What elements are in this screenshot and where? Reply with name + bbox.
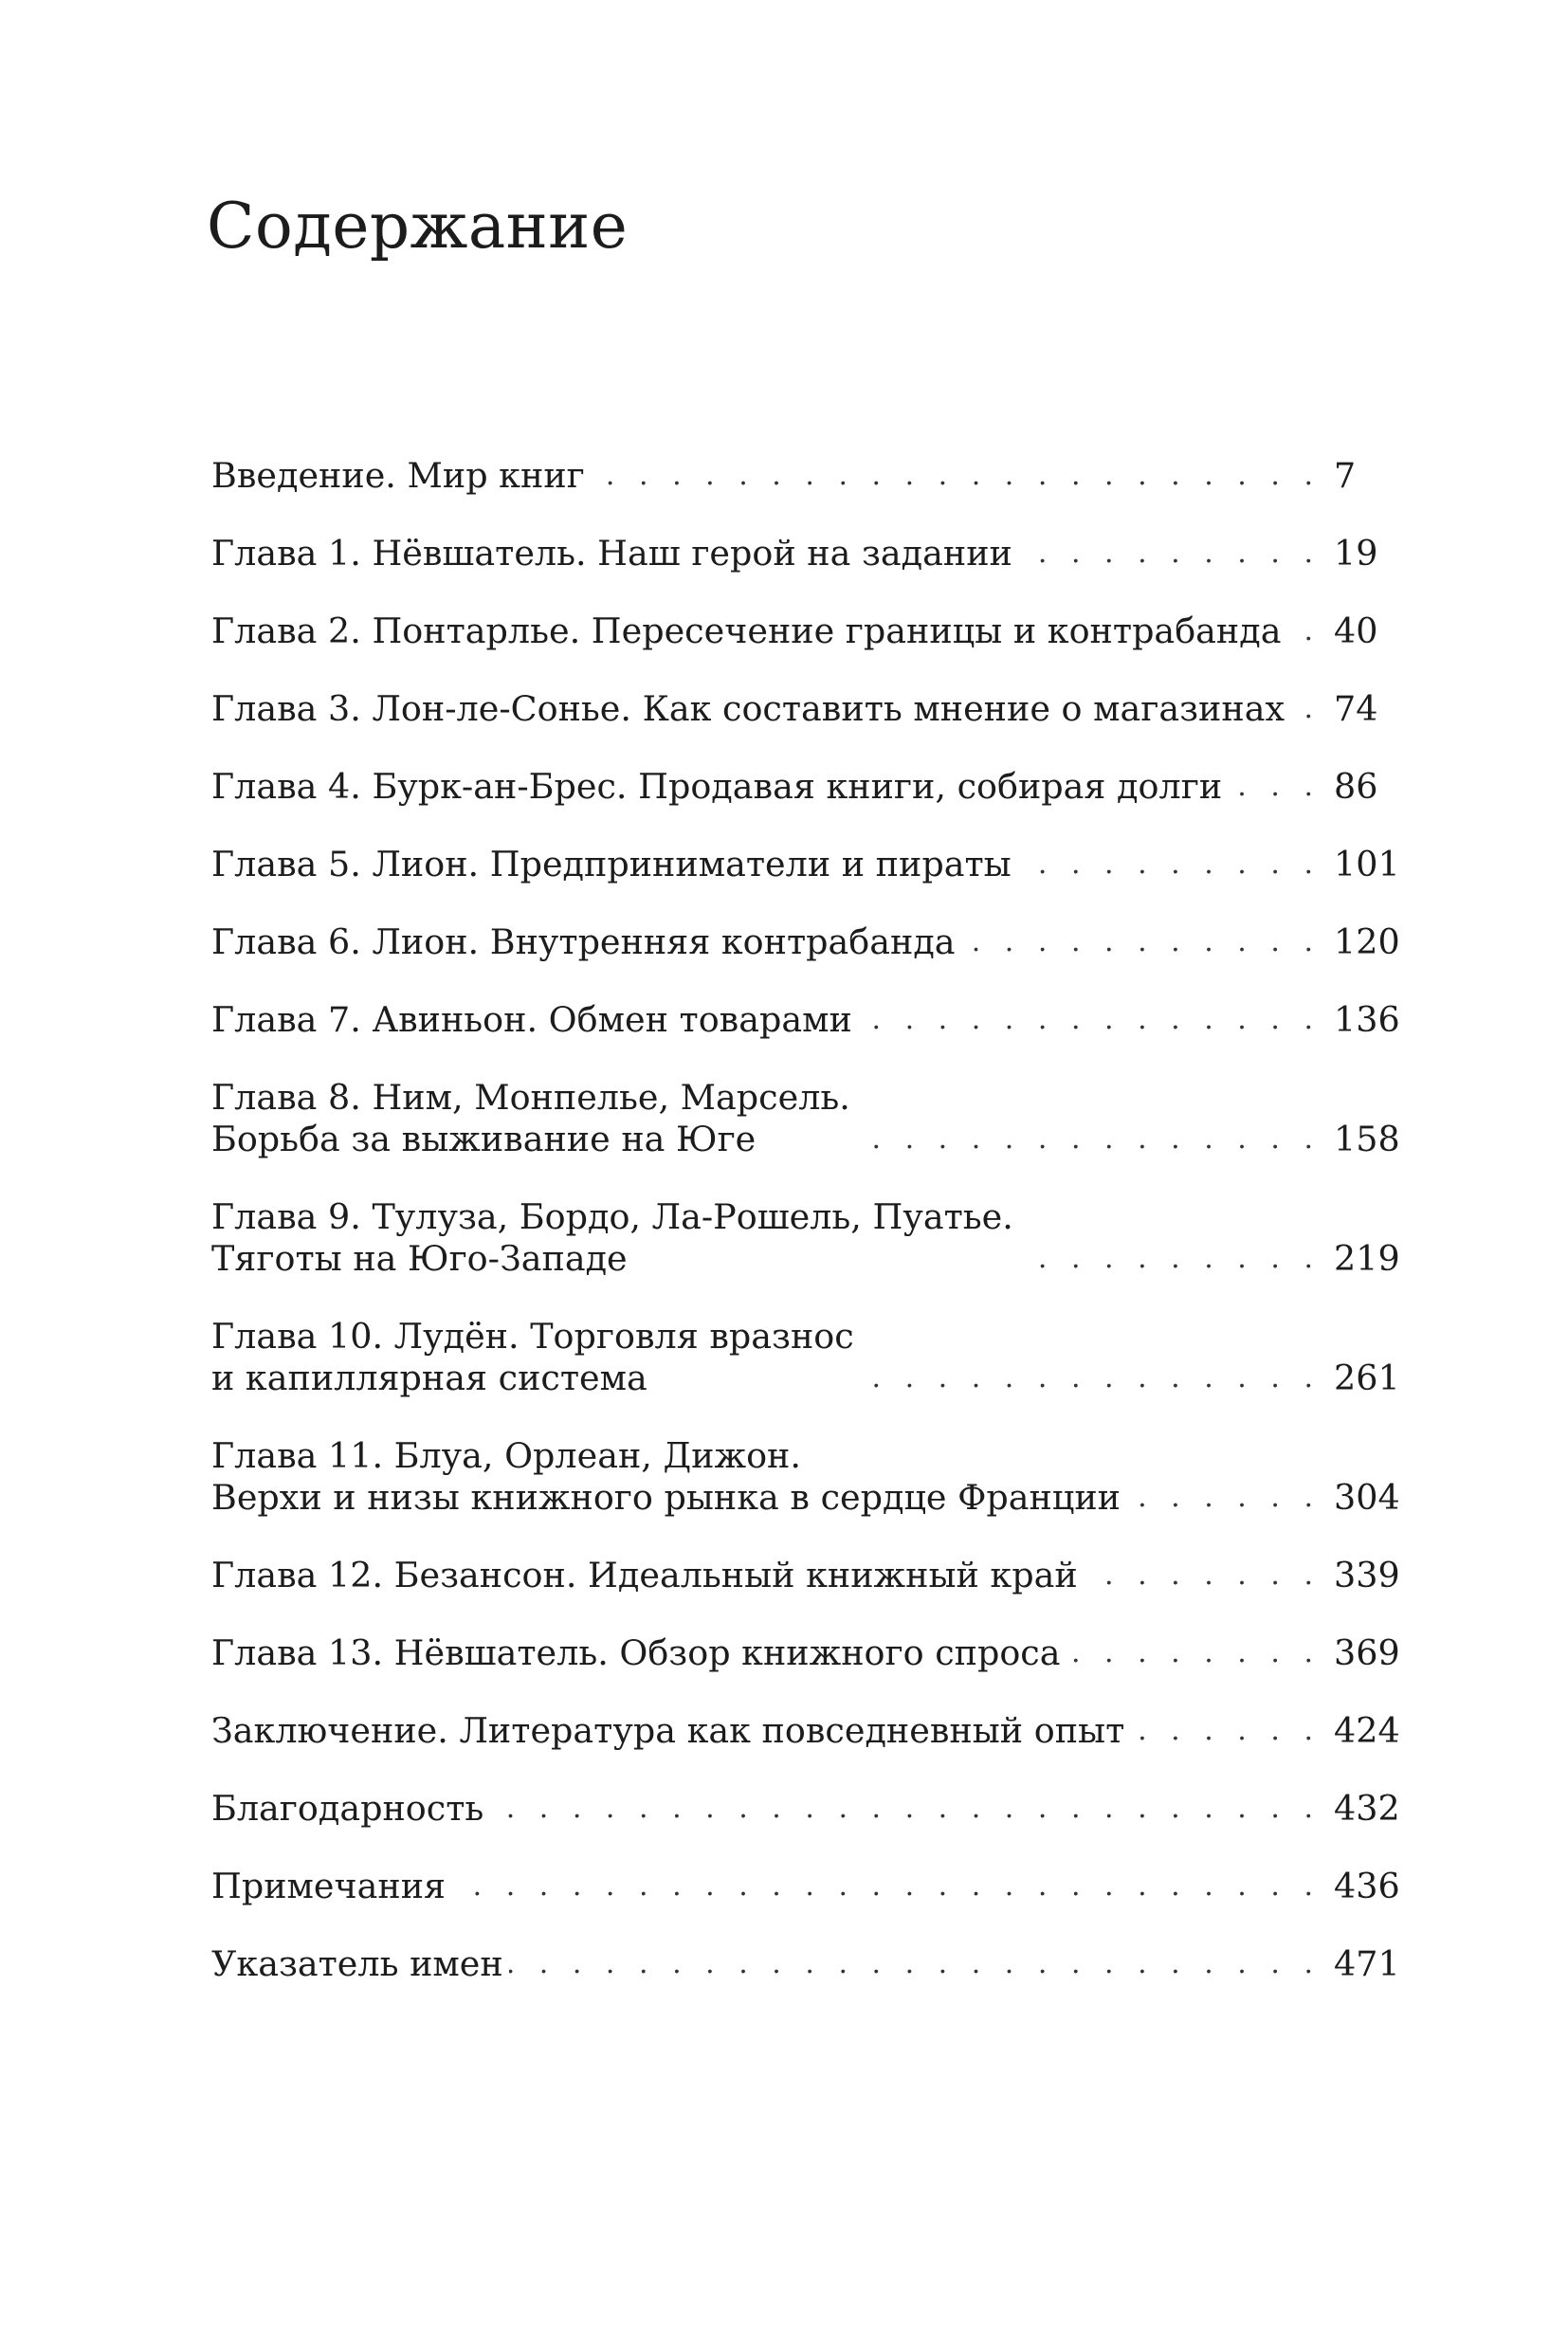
dot-leader <box>1084 1555 1321 1596</box>
dot-leader <box>591 455 1321 497</box>
toc-entry-title <box>211 1632 1061 1674</box>
toc-entry-title-line: Благодарность <box>211 1788 484 1829</box>
toc-entry <box>211 1632 1400 1674</box>
toc-entry <box>211 1555 1400 1596</box>
toc-entry-title <box>211 1196 1013 1280</box>
toc-page-number: 471 <box>1334 1943 1400 1984</box>
toc-page-number: 136 <box>1334 999 1400 1040</box>
dot-leader <box>1018 533 1321 574</box>
dot-leader <box>1126 1477 1321 1519</box>
dot-leader <box>856 1119 1321 1160</box>
toc-entry-title <box>211 1555 1078 1596</box>
toc-entry-title-line: Указатель имен <box>211 1943 503 1984</box>
toc-page-number: 120 <box>1334 921 1400 962</box>
toc-entry-title-line: Глава 3. Лон-ле-Сонье. Как составить мнение о магазинах <box>211 688 1285 729</box>
toc-entry <box>211 1710 1400 1752</box>
toc-page-number: 19 <box>1334 533 1378 574</box>
dot-leader <box>961 921 1321 963</box>
toc-entry-title-line: Глава 9. Тулуза, Бордо, Ла-Рошель, Пуатье. <box>211 1196 1013 1237</box>
dot-leader <box>509 1943 1321 1985</box>
toc-entry-title <box>211 1077 850 1160</box>
toc-entry <box>211 1435 1400 1519</box>
toc-page-number: 432 <box>1334 1788 1400 1829</box>
dot-leader <box>1130 1710 1321 1752</box>
toc-entry-title-line: Глава 11. Блуа, Орлеан, Дижон. <box>211 1435 801 1476</box>
toc-entry-title-line: Глава 12. Безансон. Идеальный книжный край <box>211 1555 1078 1595</box>
toc-entry-title-line: и капиллярная система <box>211 1358 647 1398</box>
toc-entry <box>211 1077 1400 1160</box>
toc-entry-title <box>211 1788 483 1830</box>
toc-page-number: 436 <box>1334 1866 1400 1906</box>
toc-page-number: 369 <box>1334 1632 1400 1673</box>
toc-entry-title-line: Глава 2. Понтарлье. Пересечение границы и контрабанда <box>211 611 1282 651</box>
toc-entry <box>211 688 1387 730</box>
toc-entry-title-line: Верхи и низы книжного рынка в сердце Франции <box>211 1477 1121 1518</box>
toc-entry-title <box>211 533 1012 574</box>
toc-entry-title-line: Введение. Мир книг <box>211 455 585 496</box>
toc-entry-title <box>211 844 1012 885</box>
toc-entry-title-line: Тяготы на Юго-Западе <box>211 1238 628 1279</box>
toc-entry-title <box>211 1710 1124 1752</box>
toc-entry-title-line: Глава 10. Лудён. Торговля вразнос <box>211 1316 854 1357</box>
toc-entry <box>211 1316 1400 1399</box>
toc-entry <box>211 999 1400 1041</box>
toc-entry <box>211 921 1400 963</box>
toc-entry-title-line: Глава 6. Лион. Внутренняя контрабанда <box>211 921 956 962</box>
table-of-contents <box>211 455 1400 2021</box>
dot-leader <box>1019 1238 1321 1280</box>
toc-page-number: 261 <box>1334 1358 1400 1398</box>
toc-entry <box>211 766 1387 808</box>
dot-leader <box>1017 844 1321 885</box>
toc-page-number: 86 <box>1334 766 1378 807</box>
toc-page-number: 7 <box>1334 455 1357 496</box>
dot-leader <box>489 1788 1321 1830</box>
dot-leader <box>1287 611 1322 652</box>
toc-page-number: 74 <box>1334 688 1378 729</box>
toc-entry-title-line: Глава 5. Лион. Предприниматели и пираты <box>211 844 1012 884</box>
toc-page-number: 219 <box>1334 1238 1400 1279</box>
toc-entry-title <box>211 999 852 1041</box>
toc-entry <box>211 611 1387 652</box>
dot-leader <box>1228 766 1321 808</box>
toc-entry <box>211 533 1387 574</box>
toc-entry-title <box>211 688 1285 730</box>
toc-page-number: 101 <box>1334 844 1400 884</box>
toc-entry-title-line: Глава 7. Авиньон. Обмен товарами <box>211 999 852 1040</box>
toc-entry <box>211 455 1387 497</box>
toc-entry-title <box>211 921 956 963</box>
toc-entry-title <box>211 1866 446 1907</box>
toc-entry-title-line: Глава 1. Нёвшатель. Наш герой на задании <box>211 533 1012 574</box>
dot-leader <box>1067 1632 1321 1674</box>
toc-entry-title-line: Борьба за выживание на Юге <box>211 1119 757 1159</box>
toc-entry-title-line: Заключение. Литература как повседневный опыт <box>211 1710 1125 1751</box>
toc-entry <box>211 1788 1400 1830</box>
dot-leader <box>858 999 1321 1041</box>
toc-entry <box>211 1943 1400 1985</box>
toc-entry-title <box>211 1943 503 1985</box>
toc-entry-title <box>211 766 1222 808</box>
toc-entry-title <box>211 611 1282 652</box>
dot-leader <box>860 1358 1321 1399</box>
page-title: Содержание <box>207 190 629 263</box>
toc-entry-title <box>211 455 585 497</box>
toc-page-number: 304 <box>1334 1477 1400 1518</box>
toc-entry <box>211 1196 1400 1280</box>
toc-entry-title-line: Глава 4. Бурк-ан-Брес. Продавая книги, собирая долги <box>211 766 1223 807</box>
toc-entry-title <box>211 1316 854 1399</box>
toc-entry-title-line: Глава 8. Ним, Монпелье, Марсель. <box>211 1077 850 1118</box>
toc-page-number: 424 <box>1334 1710 1400 1751</box>
dot-leader <box>451 1866 1321 1907</box>
toc-entry-title-line: Примечания <box>211 1866 447 1906</box>
toc-entry <box>211 1866 1400 1907</box>
toc-entry-title-line: Глава 13. Нёвшатель. Обзор книжного спроса <box>211 1632 1061 1673</box>
toc-entry <box>211 844 1400 885</box>
toc-page-number: 339 <box>1334 1555 1400 1595</box>
toc-entry-title <box>211 1435 1121 1519</box>
dot-leader <box>1290 688 1321 730</box>
toc-page-number: 158 <box>1334 1119 1400 1159</box>
toc-page-number: 40 <box>1334 611 1378 651</box>
